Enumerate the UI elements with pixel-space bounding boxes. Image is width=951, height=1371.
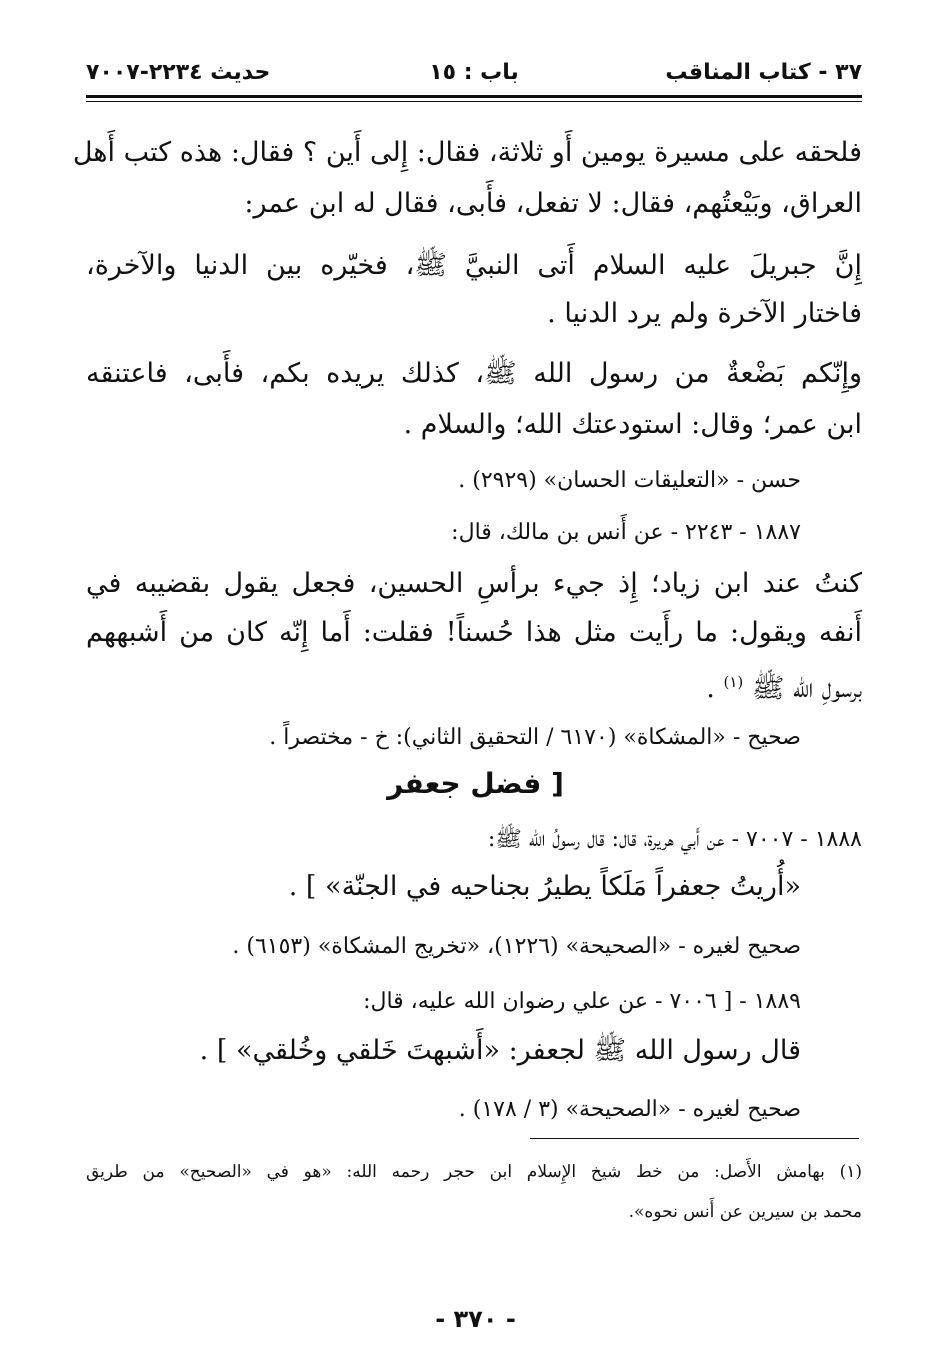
hadith-number: ١٨٨٨ - ٧٠٠٧ - عن أَبي هريرة، قال: قال رسولُ الله ﷺ: <box>487 827 862 852</box>
header-hadith-range: حديث ٢٢٣٤-٧٠٠٧ <box>86 60 271 85</box>
text-line: العراق، وبَيْعتُهم، فقال: لا تفعل، فأَبى، فقال له ابن عمر: <box>244 188 862 219</box>
text-line: وإِنّكم بَضْعةٌ من رسول الله ﷺ، كذلك يريده بكم، فأَبى، فاعتنقه <box>86 358 862 389</box>
page-number: - ٣٧٠ - <box>435 1305 516 1333</box>
running-header <box>86 54 862 94</box>
footnote-rule <box>530 1138 859 1139</box>
text-line: قال رسول الله ﷺ لجعفر: «أَشبهتَ خَلقي وخُلقي» ] . <box>199 1035 801 1066</box>
hadith-grade: صحيح لغيره - «الصحيحة» (١٢٢٦)، «تخريج المشكاة» (٦١٥٣) . <box>232 934 801 959</box>
section-heading: [ فضل جعفر <box>387 767 564 800</box>
text-line: فاختار الآخرة ولم يرد الدنيا . <box>547 298 862 329</box>
text-line: ابن عمر؛ وقال: استودعتك الله؛ والسلام . <box>403 409 862 440</box>
hadith-number: ١٨٨٧ - ٢٢٤٣ - عن أَنس بن مالك، قال: <box>451 520 801 545</box>
footnote-marker: (١) <box>723 673 744 691</box>
text-line: كنتُ عند ابن زياد؛ إِذ جيء برأسِ الحسين، فجعل يقول بقضيبه في <box>86 568 862 599</box>
text-line: «أُريتُ جعفراً مَلَكاً يطيرُ بجناحيه في الجنّة» ] . <box>288 871 801 902</box>
hadith-grade: حسن - «التعليقات الحسان» (٢٩٢٩) . <box>458 468 801 493</box>
hadith-number: ١٨٨٩ - [ ٧٠٠٦ - عن علي رضوان الله عليه، قال: <box>363 989 801 1014</box>
header-rule-thin <box>86 101 862 102</box>
footnote-line: (١) بهامش الأَصل: من خط شيخ الإِسلام ابن حجر رحمه الله: «هو في «الصحيح» من طريق <box>86 1162 862 1182</box>
hadith-grade: صحيح لغيره - «الصحيحة» (٣ / ١٧٨) . <box>458 1097 801 1122</box>
footnote-line: محمد بن سيرين عن أَنس نحوه». <box>628 1202 862 1222</box>
header-rule-thick <box>86 95 862 98</box>
text-line: أَنفه ويقول: ما رأَيت مثل هذا حُسناً! فقلت: أَما إِنّه كان من أَشبههم <box>86 617 862 648</box>
header-section: باب : ١٥ <box>429 60 519 85</box>
text-line: إِنَّ جبريلَ عليه السلام أَتى النبيَّ ﷺ، فخيّره بين الدنيا والآخرة، <box>86 250 862 281</box>
header-chapter: ٣٧ - كتاب المناقب <box>665 60 862 85</box>
hadith-grade: صحيح - «المشكاة» (٦١٧٠ / التحقيق الثاني): خ - مختصراً . <box>269 725 801 750</box>
text-line: فلحقه على مسيرة يومين أَو ثلاثة، فقال: إِلى أَين ؟ فقال: هذه كتب أَهل <box>72 137 862 168</box>
text-fragment: . <box>706 673 724 704</box>
text-fragment: برسولِ الله ﷺ <box>751 673 862 704</box>
text-line <box>706 665 862 706</box>
